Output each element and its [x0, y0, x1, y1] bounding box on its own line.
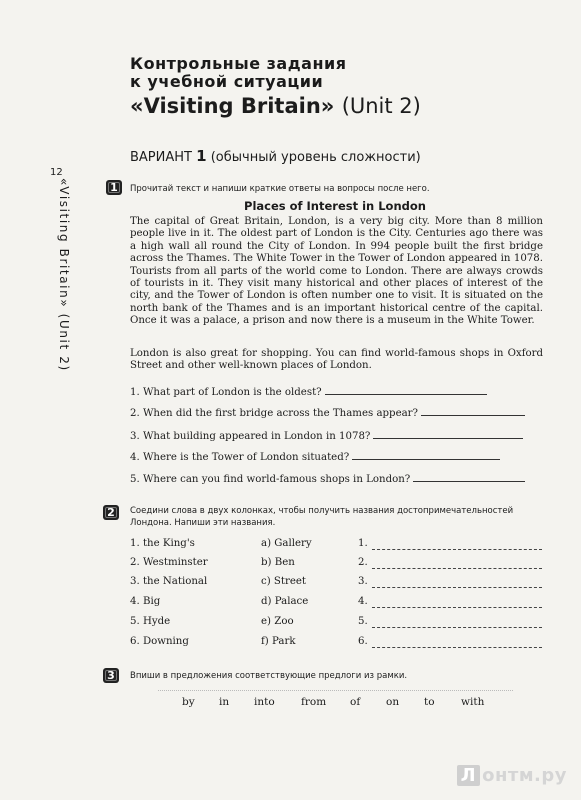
match-right-c: c) Street: [261, 576, 307, 587]
match-answer-line-3[interactable]: [372, 586, 542, 588]
answer-line-2[interactable]: [421, 407, 525, 416]
answer-line-5[interactable]: [413, 473, 525, 482]
prepositions-box: [158, 690, 513, 721]
variant-label: ВАРИАНТ: [130, 150, 192, 165]
question-4-text: 4. Where is the Tower of London situated?: [130, 452, 350, 463]
match-answer-line-5[interactable]: [372, 626, 542, 628]
task-1-instruction: Прочитай текст и напиши краткие ответы на вопросы после него.: [130, 184, 430, 194]
match-right-e: e) Zoo: [261, 616, 294, 627]
match-answer-line-4[interactable]: [372, 606, 542, 608]
task-3-instruction: Впиши в предложения соответствующие предлоги из рамки.: [130, 671, 408, 681]
match-right-b: b) Ben: [261, 557, 295, 568]
variant-heading: [130, 147, 421, 165]
match-left-3: 3. the National: [130, 576, 208, 587]
preposition-of: of: [350, 696, 361, 708]
match-right-f: f) Park: [261, 636, 296, 647]
match-left-5: 5. Hyde: [130, 616, 171, 627]
question-3: [130, 430, 523, 442]
preposition-into: into: [254, 696, 275, 708]
title-ru-line-1: Контрольные задания: [130, 54, 347, 73]
answer-line-3[interactable]: [373, 430, 523, 439]
task-2-instruction-line-2: Лондона. Напиши эти названия.: [130, 518, 276, 528]
variant-level: (обычный уровень сложности): [210, 150, 421, 165]
preposition-with: with: [461, 696, 485, 708]
task-3-number-icon: 3: [103, 668, 119, 683]
match-right-d: d) Palace: [261, 596, 309, 607]
preposition-on: on: [386, 696, 400, 708]
site-watermark: [457, 765, 567, 786]
answer-number-6: 6.: [358, 636, 368, 647]
reading-paragraph-2: London is also great for shopping. You can find world-famous shops in Oxford Street and other well-known places of London.: [130, 348, 543, 372]
reading-text-title: Places of Interest in London: [244, 199, 426, 213]
question-2: [130, 407, 525, 419]
answer-number-2: 2.: [358, 557, 368, 568]
page-title: [130, 55, 421, 119]
page-number: 12: [50, 167, 63, 178]
answer-line-4[interactable]: [352, 451, 500, 460]
question-5: [130, 473, 525, 485]
answer-number-1: 1.: [358, 538, 368, 549]
match-left-4: 4. Big: [130, 596, 161, 607]
preposition-by: by: [182, 696, 195, 708]
question-1: [130, 386, 487, 398]
watermark-badge: Л: [457, 765, 480, 786]
side-title-text: «Visiting Britain» (Unit 2): [57, 178, 71, 372]
match-left-1: 1. the King's: [130, 538, 195, 549]
answer-line-1[interactable]: [325, 386, 487, 395]
question-3-text: 3. What building appeared in London in 1078?: [130, 431, 371, 442]
question-2-text: 2. When did the first bridge across the Thames appear?: [130, 408, 419, 419]
side-running-title: [55, 178, 75, 372]
answer-number-5: 5.: [358, 616, 368, 627]
match-answer-line-1[interactable]: [372, 548, 542, 550]
preposition-to: to: [424, 696, 435, 708]
task-2-instruction-line-1: Соедини слова в двух колонках, чтобы получить названия достопримечательностей: [130, 506, 514, 516]
variant-number: 1: [196, 147, 207, 165]
match-left-2: 2. Westminster: [130, 557, 208, 568]
preposition-from: from: [301, 696, 327, 708]
question-1-text: 1. What part of London is the oldest?: [130, 387, 322, 398]
title-en-unit: (Unit 2): [341, 94, 421, 118]
match-answer-line-6[interactable]: [372, 646, 542, 648]
task-2-number-icon: 2: [103, 505, 119, 520]
match-answer-line-2[interactable]: [372, 567, 542, 569]
question-5-text: 5. Where can you find world-famous shops in London?: [130, 474, 411, 485]
title-ru-line-2: к учебной ситуации: [130, 72, 324, 91]
watermark-text: онтм.ру: [482, 765, 567, 786]
preposition-in: in: [219, 696, 230, 708]
question-4: [130, 451, 500, 463]
reading-paragraph-1: The capital of Great Britain, London, is a very big city. More than 8 million people live in it. The oldest part of London is the City. Centuries ago there was a high wall all round the City of London. In 994 people built the first bridge across the Thames. The White Tower in the Tower of London appeared in 1078. Tourists from all parts of the world come to London. There are always crowds of tourists in it. They visit many historical and other places of interest of the city, and the Tower of London is often number one to visit. It is situated on the north bank of the Thames and is an important historical centre of the capital. Once it was a palace, a prison and now there is a museum in the White Tower.: [130, 216, 543, 327]
task-1-number-icon: 1: [106, 180, 122, 195]
answer-number-3: 3.: [358, 576, 368, 587]
match-right-a: a) Gallery: [261, 538, 312, 549]
match-left-6: 6. Downing: [130, 636, 189, 647]
title-en: [130, 93, 421, 119]
title-en-name: «Visiting Britain»: [130, 94, 335, 118]
answer-number-4: 4.: [358, 596, 368, 607]
